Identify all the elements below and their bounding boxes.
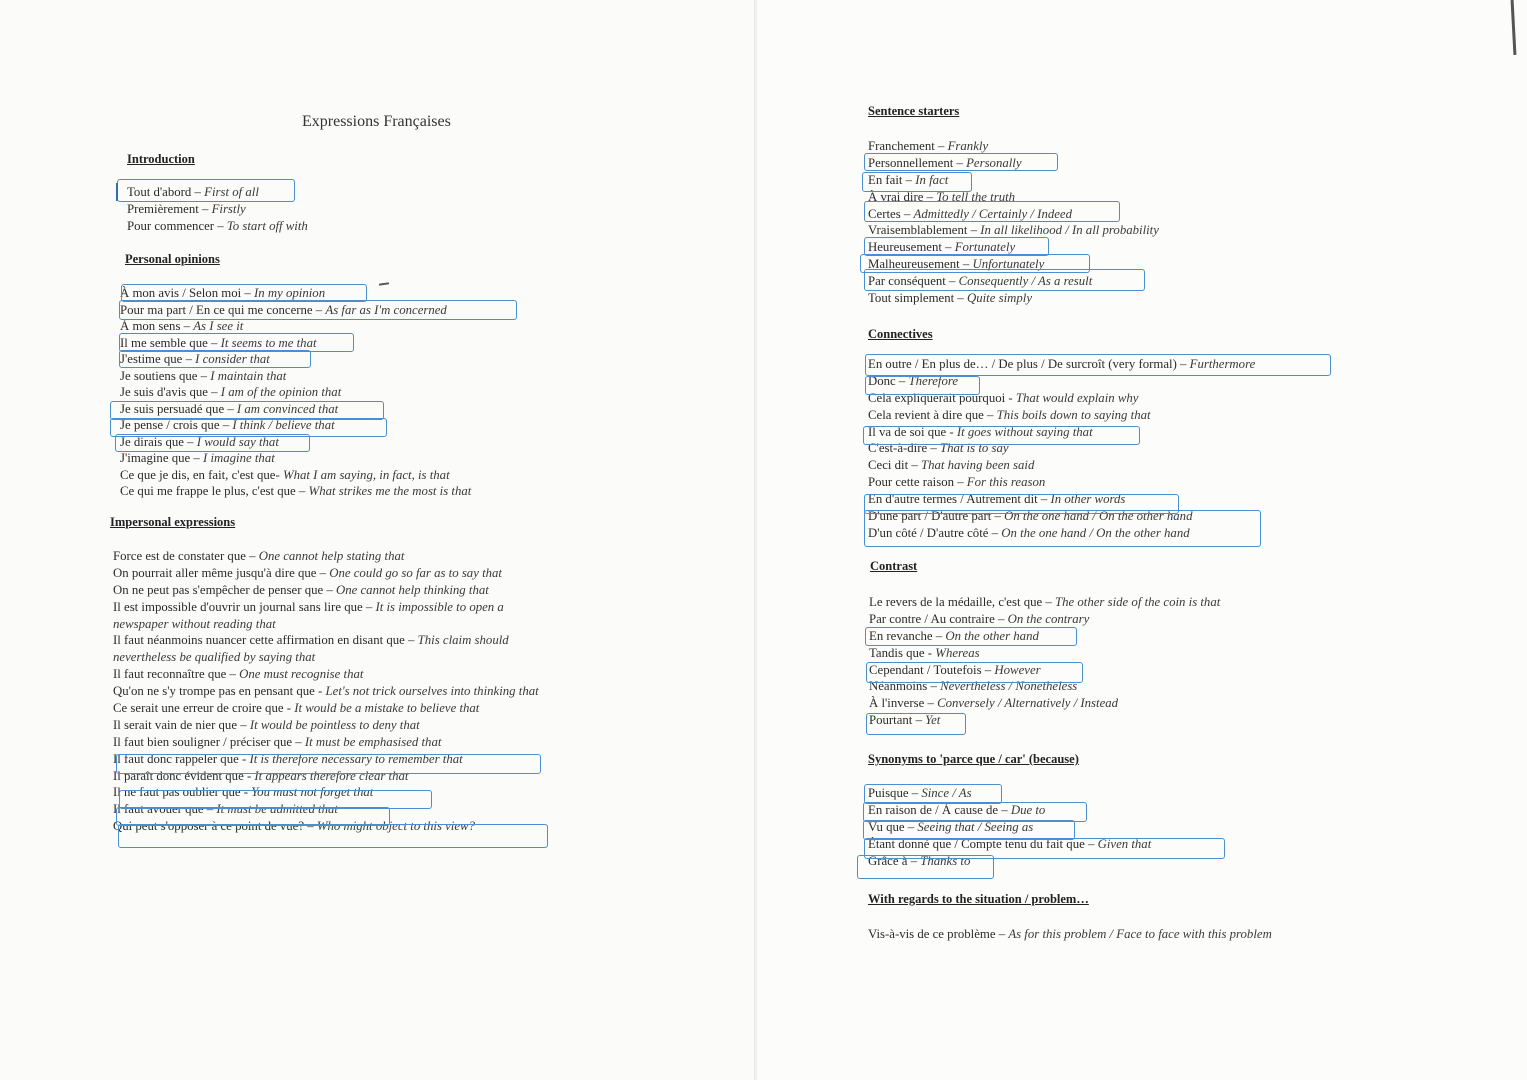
expression-item bbox=[113, 768, 539, 785]
impersonal-expressions-list bbox=[113, 548, 539, 835]
expression-item bbox=[113, 548, 539, 565]
expression-item bbox=[868, 138, 1159, 155]
french-phrase: Vis-à-vis de ce problème – bbox=[868, 927, 1009, 941]
expression-item bbox=[113, 734, 539, 751]
french-phrase: À mon sens – bbox=[120, 319, 194, 333]
french-phrase: En raison de / À cause de – bbox=[868, 802, 1011, 817]
english-translation: The other side of the coin is that bbox=[1055, 595, 1221, 609]
expression-item bbox=[868, 802, 1151, 819]
expression-item bbox=[120, 401, 471, 418]
french-phrase: Pour commencer – bbox=[127, 218, 227, 233]
english-translation: I am convinced that bbox=[236, 401, 339, 416]
expression-item bbox=[869, 611, 1220, 628]
expression-item bbox=[868, 256, 1159, 273]
expression-item bbox=[113, 717, 539, 734]
french-phrase: Il faut reconnaître que – bbox=[113, 667, 240, 682]
french-phrase: Vu que – bbox=[868, 819, 918, 834]
french-phrase: Cela revient à dire que – bbox=[868, 407, 997, 422]
french-phrase: Donc – bbox=[868, 373, 909, 388]
expression-item bbox=[868, 508, 1255, 525]
heading-connectives: Connectives bbox=[868, 327, 933, 341]
english-translation: I am of the opinion that bbox=[220, 385, 342, 399]
french-phrase: Puisque – bbox=[868, 786, 922, 800]
english-translation: What strikes me the most is that bbox=[308, 484, 472, 498]
english-translation: Admittedly / Certainly / Indeed bbox=[913, 206, 1072, 221]
expression-item bbox=[869, 678, 1220, 695]
english-translation: Given that bbox=[1097, 836, 1152, 851]
english-translation: That would explain why bbox=[1015, 390, 1139, 405]
french-phrase: À vrai dire – bbox=[868, 189, 937, 204]
french-phrase: Tout d'abord – bbox=[127, 185, 205, 199]
french-phrase: Tout simplement – bbox=[868, 291, 967, 306]
french-phrase: À mon avis / Selon moi – bbox=[120, 286, 255, 300]
english-translation: Conversely / Alternatively / Instead bbox=[937, 696, 1119, 711]
expression-item bbox=[120, 351, 471, 368]
french-phrase: C'est-à-dire – bbox=[868, 441, 940, 456]
english-translation: Who might object to this view? bbox=[316, 819, 475, 834]
french-phrase: Il me semble que – bbox=[120, 335, 221, 350]
expression-item bbox=[869, 662, 1220, 679]
french-phrase: D'un côté / D'autre côté – bbox=[868, 525, 1002, 540]
english-translation: However bbox=[994, 662, 1041, 677]
french-phrase: Malheureusement – bbox=[868, 257, 973, 272]
english-translation: I maintain that bbox=[210, 368, 287, 383]
expression-item bbox=[868, 373, 1255, 390]
french-phrase: On pourrait aller même jusqu'à dire que – bbox=[113, 565, 330, 580]
expression-item bbox=[868, 239, 1159, 256]
english-translation: It would be pointless to deny that bbox=[249, 717, 420, 732]
expression-item bbox=[113, 616, 539, 633]
english-translation: In my opinion bbox=[254, 286, 326, 300]
english-translation: That having been said bbox=[920, 458, 1035, 473]
english-translation: Thanks to bbox=[920, 853, 971, 868]
english-translation: On the one hand / On the other hand bbox=[1001, 525, 1190, 540]
french-phrase: Personnellement – bbox=[868, 155, 967, 170]
expression-item bbox=[868, 440, 1255, 457]
french-phrase: Ce que je dis, en fait, c'est que- bbox=[120, 467, 283, 482]
english-translation: It is therefore necessary to remember that bbox=[249, 751, 463, 766]
english-translation: For this reason bbox=[966, 475, 1046, 490]
expression-item bbox=[120, 450, 471, 467]
heading-because-synonyms: Synonyms to 'parce que / car' (because) bbox=[868, 752, 1079, 766]
english-translation: This claim should bbox=[417, 633, 509, 648]
french-phrase: À l'inverse – bbox=[869, 696, 938, 711]
expression-item bbox=[868, 172, 1159, 189]
english-translation: In other words bbox=[1050, 492, 1126, 507]
expression-item bbox=[868, 356, 1255, 373]
french-phrase: Par contre / Au contraire – bbox=[869, 611, 1008, 626]
french-phrase: Il faut donc rappeler que - bbox=[113, 751, 250, 766]
expression-item bbox=[869, 645, 1220, 662]
french-phrase: Je suis d'avis que – bbox=[120, 385, 221, 399]
expression-item bbox=[113, 751, 539, 768]
expression-item bbox=[868, 819, 1151, 836]
french-phrase: Je pense / crois que – bbox=[120, 418, 233, 432]
english-translation: Consequently / As a result bbox=[958, 274, 1093, 289]
english-translation: It must be emphasised that bbox=[304, 734, 442, 749]
expression-item bbox=[868, 926, 1272, 943]
personal-opinions-list bbox=[120, 285, 471, 500]
english-translation: As for this problem / Face to face with this problem bbox=[1008, 927, 1272, 941]
situation-list bbox=[868, 926, 1272, 943]
french-phrase: Ce qui me frappe le plus, c'est que – bbox=[120, 484, 309, 498]
french-phrase: Franchement – bbox=[868, 139, 948, 153]
french-phrase: Étant donné que / Compte tenu du fait que – bbox=[868, 836, 1098, 851]
english-translation: I would say that bbox=[196, 434, 279, 449]
heading-sentence-starters: Sentence starters bbox=[868, 104, 960, 118]
expression-item bbox=[120, 368, 471, 385]
expression-item bbox=[113, 683, 539, 700]
english-translation: On the contrary bbox=[1007, 611, 1090, 626]
expression-item bbox=[113, 666, 539, 683]
expression-item bbox=[113, 565, 539, 582]
expression-item bbox=[868, 457, 1255, 474]
expression-item bbox=[113, 818, 539, 835]
french-phrase: Pourtant – bbox=[869, 713, 926, 728]
expression-item bbox=[120, 335, 471, 352]
english-translation: On the one hand / On the other hand bbox=[1004, 509, 1193, 524]
english-translation: To start off with bbox=[226, 218, 308, 233]
french-phrase: En fait – bbox=[868, 172, 916, 187]
french-phrase: J'estime que – bbox=[120, 352, 196, 366]
heading-impersonal-expressions: Impersonal expressions bbox=[110, 515, 236, 529]
expression-item bbox=[127, 218, 308, 235]
heading-introduction: Introduction bbox=[127, 152, 195, 166]
english-translation: It would be a mistake to believe that bbox=[294, 701, 480, 716]
expression-item bbox=[120, 467, 471, 484]
english-translation: First of all bbox=[204, 185, 259, 199]
expression-item bbox=[868, 290, 1159, 307]
because-synonyms-list bbox=[868, 785, 1151, 869]
introduction-list bbox=[127, 184, 308, 235]
expression-item bbox=[120, 417, 471, 434]
french-phrase: On ne peut pas s'empêcher de penser que – bbox=[113, 582, 336, 597]
french-phrase: Il faut avouer que – bbox=[113, 802, 217, 817]
english-translation: Furthermore bbox=[1189, 357, 1256, 371]
french-phrase: Il est impossible d'ouvrir un journal sans lire que – bbox=[113, 599, 376, 614]
english-translation: It must be admitted that bbox=[216, 802, 338, 817]
english-translation: newspaper without reading that bbox=[113, 616, 276, 631]
english-translation: Personally bbox=[966, 155, 1022, 170]
french-phrase: Cependant / Toutefois – bbox=[869, 662, 995, 677]
expression-item bbox=[868, 853, 1151, 870]
left-page bbox=[0, 0, 755, 1080]
expression-item bbox=[120, 302, 471, 319]
english-translation: As far as I'm concerned bbox=[325, 302, 447, 317]
expression-item bbox=[113, 649, 539, 666]
expression-item bbox=[127, 201, 308, 218]
french-phrase: En d'autre termes / Autrement dit – bbox=[868, 492, 1051, 507]
french-phrase: Le revers de la médaille, c'est que – bbox=[869, 595, 1055, 609]
english-translation: One must recognise that bbox=[239, 667, 364, 682]
english-translation: Quite simply bbox=[966, 291, 1033, 306]
english-translation: Therefore bbox=[908, 373, 959, 388]
expression-item bbox=[113, 599, 539, 616]
expression-item bbox=[113, 632, 539, 649]
english-translation: Let's not trick ourselves into thinking that bbox=[325, 684, 539, 699]
english-translation: One could go so far as to say that bbox=[329, 565, 502, 580]
french-phrase: Il faut néanmoins nuancer cette affirmation en disant que – bbox=[113, 633, 418, 648]
english-translation: One cannot help stating that bbox=[258, 549, 405, 563]
expression-item bbox=[120, 384, 471, 401]
french-phrase: Ceci dit – bbox=[868, 458, 921, 473]
english-translation: Frankly bbox=[947, 139, 989, 153]
expression-item bbox=[120, 318, 471, 335]
document-title: Expressions Françaises bbox=[302, 113, 451, 130]
page-fold bbox=[754, 0, 757, 1080]
expression-item bbox=[113, 700, 539, 717]
english-translation: You must not forget that bbox=[251, 785, 374, 800]
heading-situation: With regards to the situation / problem… bbox=[868, 892, 1089, 906]
french-phrase: Qu'on ne s'y trompe pas en pensant que - bbox=[113, 684, 326, 699]
english-translation: It goes without saying that bbox=[956, 424, 1093, 439]
english-translation: In all likelihood / In all probability bbox=[980, 223, 1159, 238]
expression-item bbox=[869, 594, 1220, 611]
english-translation: nevertheless be qualified by saying that bbox=[113, 650, 316, 665]
french-phrase: Certes – bbox=[868, 206, 914, 221]
expression-item bbox=[868, 424, 1255, 441]
expression-item bbox=[868, 155, 1159, 172]
expression-item bbox=[868, 525, 1255, 542]
english-translation: I consider that bbox=[195, 352, 270, 366]
expression-item bbox=[868, 222, 1159, 239]
french-phrase: Premièrement – bbox=[127, 201, 212, 216]
french-phrase: Je suis persuadé que – bbox=[120, 401, 237, 416]
expression-item bbox=[869, 695, 1220, 712]
expression-item bbox=[127, 184, 308, 201]
french-phrase: Ce serait une erreur de croire que - bbox=[113, 701, 295, 716]
french-phrase: Pour cette raison – bbox=[868, 475, 967, 490]
english-translation: I think / believe that bbox=[232, 418, 335, 432]
sentence-starters-list bbox=[868, 138, 1159, 307]
french-phrase: Force est de constater que – bbox=[113, 549, 259, 563]
french-phrase: Il paraît donc évident que - bbox=[113, 768, 255, 783]
french-phrase: Heureusement – bbox=[868, 240, 955, 255]
french-phrase: Néanmoins – bbox=[869, 679, 941, 694]
english-translation: What I am saying, in fact, is that bbox=[282, 467, 450, 482]
expression-item bbox=[868, 836, 1151, 853]
french-phrase: Je soutiens que – bbox=[120, 368, 211, 383]
expression-item bbox=[868, 474, 1255, 491]
french-phrase: Cela expliquerait pourquoi - bbox=[868, 390, 1016, 405]
expression-item bbox=[868, 407, 1255, 424]
expression-item bbox=[868, 273, 1159, 290]
english-translation: On the other hand bbox=[945, 628, 1039, 643]
english-translation: I imagine that bbox=[202, 451, 275, 465]
expression-item bbox=[113, 784, 539, 801]
english-translation: That is to say bbox=[939, 441, 1009, 456]
english-translation: Yet bbox=[925, 713, 941, 728]
french-phrase: D'une part / D'autre part – bbox=[868, 509, 1005, 524]
expression-item bbox=[868, 491, 1255, 508]
french-phrase: Il ne faut pas oublier que - bbox=[113, 785, 252, 800]
english-translation: Firstly bbox=[211, 201, 246, 216]
french-phrase: Par conséquent – bbox=[868, 274, 959, 289]
connectives-list bbox=[868, 356, 1255, 542]
contrast-list bbox=[869, 594, 1220, 729]
french-phrase: Grâce à – bbox=[868, 853, 921, 868]
english-translation: In fact bbox=[915, 172, 949, 187]
english-translation: Due to bbox=[1010, 802, 1046, 817]
english-translation: It seems to me that bbox=[220, 335, 317, 350]
expression-item bbox=[113, 582, 539, 599]
english-translation: Seeing that / Seeing as bbox=[917, 819, 1034, 834]
french-phrase: Il va de soi que - bbox=[868, 424, 957, 439]
french-phrase: Pour ma part / En ce qui me concerne – bbox=[120, 302, 326, 317]
english-translation: It is impossible to open a bbox=[375, 599, 504, 614]
expression-item bbox=[868, 785, 1151, 802]
heading-contrast: Contrast bbox=[870, 559, 918, 573]
highlight-tick bbox=[116, 183, 118, 201]
french-phrase: En revanche – bbox=[869, 628, 946, 643]
expression-item bbox=[868, 206, 1159, 223]
heading-personal-opinions: Personal opinions bbox=[125, 252, 220, 266]
english-translation: This boils down to saying that bbox=[996, 407, 1151, 422]
french-phrase: Vraisemblablement – bbox=[868, 223, 981, 238]
expression-item bbox=[868, 390, 1255, 407]
expression-item bbox=[869, 712, 1220, 729]
french-phrase: Il serait vain de nier que – bbox=[113, 717, 250, 732]
french-phrase: Je dirais que – bbox=[120, 434, 197, 449]
expression-item bbox=[113, 801, 539, 818]
english-translation: Whereas bbox=[935, 645, 980, 660]
english-translation: Nevertheless / Nonetheless bbox=[940, 679, 1078, 694]
english-translation: As I see it bbox=[193, 319, 244, 333]
french-phrase: Tandis que - bbox=[869, 645, 936, 660]
expression-item bbox=[120, 285, 471, 302]
french-phrase: J'imagine que – bbox=[120, 451, 203, 465]
english-translation: One cannot help thinking that bbox=[335, 582, 489, 597]
english-translation: Since / As bbox=[921, 786, 972, 800]
expression-item bbox=[869, 628, 1220, 645]
french-phrase: En outre / En plus de… / De plus / De surcroît (very formal) – bbox=[868, 357, 1190, 371]
french-phrase: Il faut bien souligner / préciser que – bbox=[113, 734, 305, 749]
english-translation: To tell the truth bbox=[936, 189, 1016, 204]
expression-item bbox=[120, 483, 471, 500]
english-translation: It appears therefore clear that bbox=[254, 768, 409, 783]
english-translation: Unfortunately bbox=[972, 257, 1045, 272]
english-translation: Fortunately bbox=[954, 240, 1016, 255]
expression-item bbox=[868, 189, 1159, 206]
french-phrase: Qui peut s'opposer à ce point de vue? – bbox=[113, 819, 317, 834]
expression-item bbox=[120, 434, 471, 451]
